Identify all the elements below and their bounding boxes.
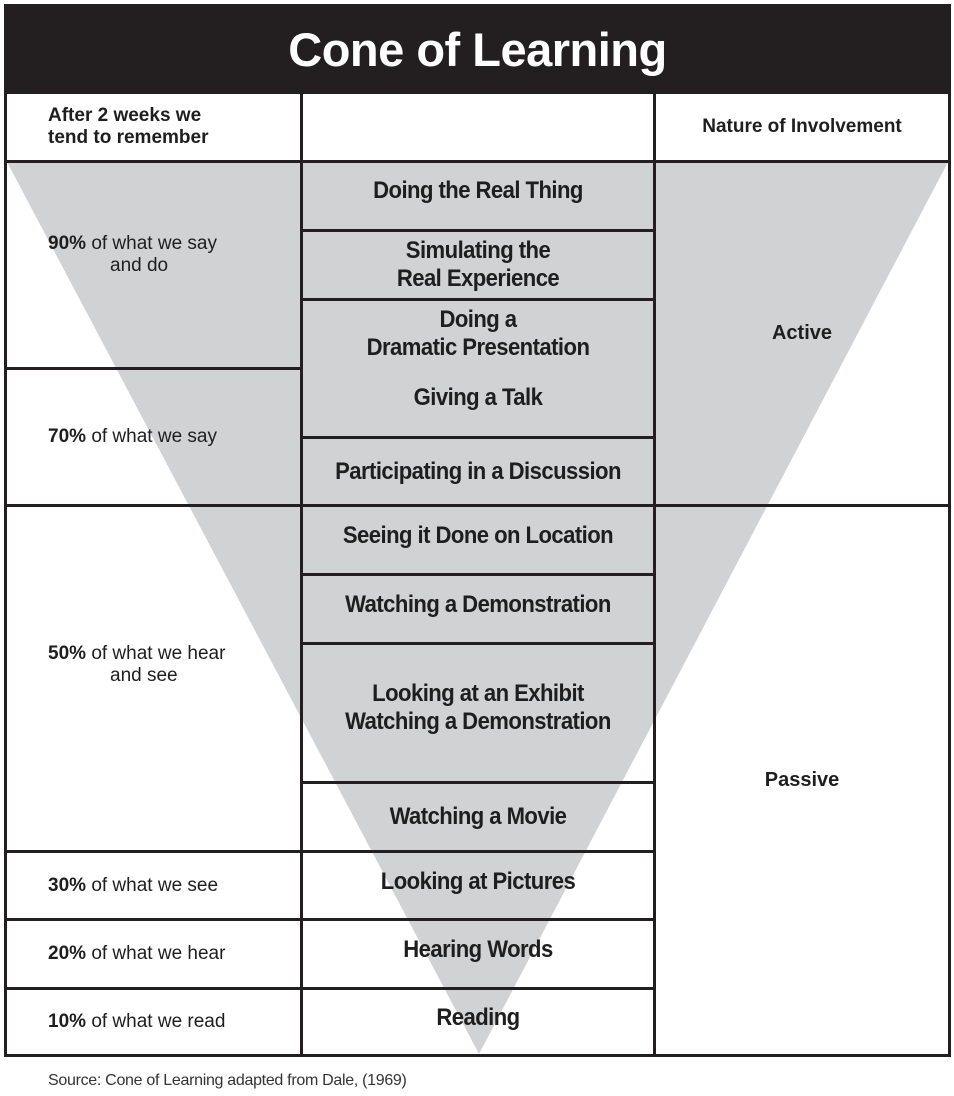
retention-percent: 10% <box>48 1011 87 1032</box>
experience-simulating: Simulating the Real Experience <box>396 237 560 292</box>
experience-demonstration: Watching a Demonstration <box>345 591 611 618</box>
header-retention-line2: tend to remember <box>48 127 209 148</box>
involvement-passive <box>656 507 948 1054</box>
involvement-active-label: Active <box>771 322 833 344</box>
border-bottom <box>4 1054 951 1057</box>
experience-giving-talk: Giving a Talk <box>413 384 543 411</box>
retention-70: 70% of what we say <box>48 426 217 447</box>
experience-exhibit: Looking at an Exhibit Watching a Demonstration <box>345 680 611 735</box>
retention-30: 30% of what we see <box>48 874 219 896</box>
header-retention <box>7 94 300 160</box>
header-experience <box>303 94 653 160</box>
experience-hearing-words: Hearing Words <box>403 936 553 963</box>
experience-movie: Watching a Movie <box>389 803 567 830</box>
experience-doing-real-thing: Doing the Real Thing <box>373 177 583 204</box>
header-retention-line1: After 2 weeks we <box>48 105 202 126</box>
retention-50: 50% of what we hear and see <box>48 642 226 686</box>
page-title: Cone of Learning <box>288 22 667 76</box>
experience-seeing-location: Seeing it Done on Location <box>342 522 614 549</box>
retention-percent: 70% <box>48 426 87 447</box>
border-right <box>948 94 951 1057</box>
experience-reading: Reading <box>436 1004 520 1031</box>
experience-discussion: Participating in a Discussion <box>335 457 621 485</box>
involvement-passive-label: Passive <box>764 769 840 791</box>
header-involvement <box>656 94 948 160</box>
retention-percent: 50% <box>48 642 87 664</box>
experience-pictures: Looking at Pictures <box>380 867 576 895</box>
retention-percent: 20% <box>48 943 87 964</box>
retention-percent: 30% <box>48 874 87 896</box>
experience-dramatic-presentation: Doing a Dramatic Presentation <box>366 306 590 361</box>
retention-20: 20% of what we hear <box>48 943 226 964</box>
retention-90: 90% of what we say and do <box>48 233 217 276</box>
involvement-active <box>656 163 948 504</box>
retention-percent: 90% <box>48 233 87 254</box>
source-caption: Source: Cone of Learning adapted from Dale, (1969) <box>48 1072 407 1089</box>
header-involvement-label: Nature of Involvement <box>702 116 902 137</box>
retention-10: 10% of what we read <box>48 1011 226 1032</box>
